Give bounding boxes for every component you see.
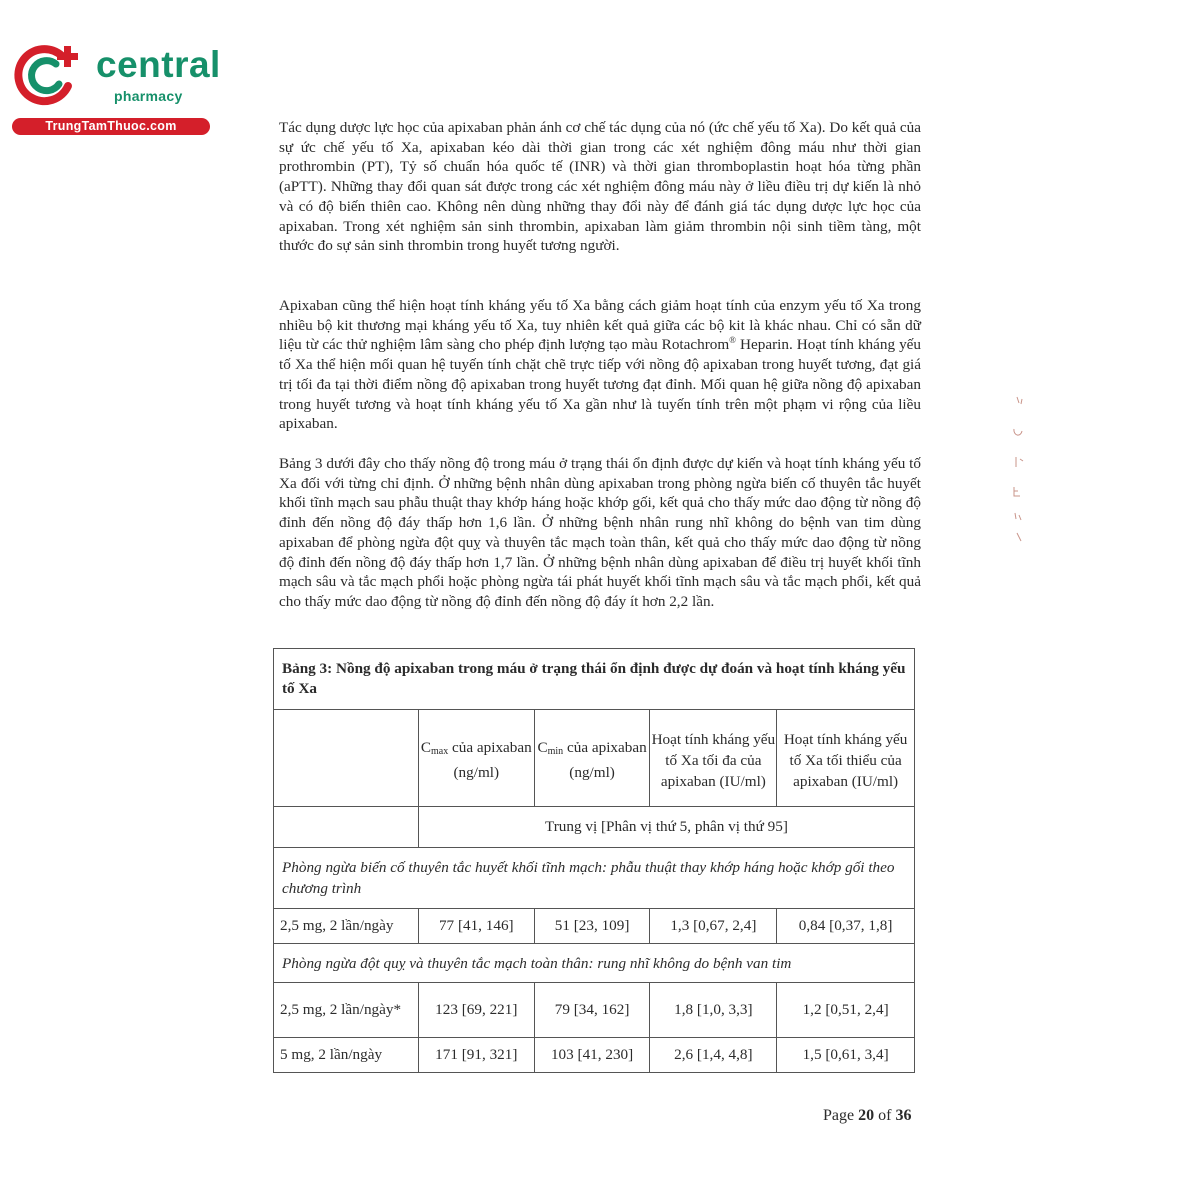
cell-dose: 5 mg, 2 lần/ngày xyxy=(274,1038,419,1073)
section-stroke-prevention: Phòng ngừa đột quỵ và thuyên tắc mạch toàn thân: rung nhĩ không do bệnh van tim xyxy=(274,944,915,983)
table-3 xyxy=(273,648,915,1073)
paragraph-table-intro: Bảng 3 dưới đây cho thấy nồng độ trong máu ở trạng thái ổn định được dự kiến và hoạt tính kháng yếu tố Xa đối với từng chỉ định. Ở những bệnh nhân dùng apixaban trong phòng ngừa biến cố thuyên tắc huyết khối tĩnh mạch sau phẫu thuật thay khớp háng hoặc khớp gối, kết quả cho thấy mức dao động từ nồng độ đỉnh đến nồng độ đáy thấp hơn 1,6 lần. Ở những bệnh nhân rung nhĩ không do bệnh van tim dùng apixaban để phòng ngừa đột quỵ và thuyên tắc mạch toàn thân, kết quả cho thấy mức dao động từ nồng độ đỉnh đến nồng độ đáy thấp hơn 1,7 lần. Ở những bệnh nhân dùng apixaban để điều trị huyết khối tĩnh mạch sâu và tắc mạch phổi hoặc phòng ngừa tái phát huyết khối tĩnh mạch sâu và tắc mạch phổi, kết quả cho thấy mức dao động từ nồng độ đỉnh đến nồng độ đáy ít hơn 2,2 lần. xyxy=(279,455,921,610)
cell-cmax: 77 [41, 146] xyxy=(418,909,534,944)
cell-cmin: 103 [41, 230] xyxy=(534,1038,650,1073)
registered-mark: ® xyxy=(729,335,737,346)
cell-max-activity: 1,8 [1,0, 3,3] xyxy=(650,983,777,1038)
header-cmax-c: C xyxy=(420,739,431,756)
pharmacy-logo-icon xyxy=(12,42,82,108)
page-total: 36 xyxy=(895,1107,912,1124)
stamp-mark-icon xyxy=(1008,395,1032,545)
cell-max-activity: 1,3 [0,67, 2,4] xyxy=(650,909,777,944)
header-max-activity: Hoạt tính kháng yếu tố Xa tối đa của apixaban (IU/ml) xyxy=(650,710,777,807)
cell-min-activity: 1,2 [0,51, 2,4] xyxy=(777,983,915,1038)
header-cmin-sub: min xyxy=(547,746,564,757)
page-of-label: of xyxy=(874,1107,896,1124)
paragraph-pharmacodynamics: Tác dụng dược lực học của apixaban phản ánh cơ chế tác dụng của nó (ức chế yếu tố Xa). Do kết quả của sự ức chế yếu tố Xa, apixaban kéo dài thời gian trong các xét nghiệm đông máu như thời gian prothrombin (PT), Tỷ số chuẩn hóa quốc tế (INR) và thời gian thromboplastin hoạt hóa từng phần (aPTT). Những thay đổi quan sát được trong các xét nghiệm đông máu này ở liều điều trị dự kiến là nhỏ và có độ biến thiên cao. Không nên dùng những thay đổi này để đánh giá tác dụng dược lực học của apixaban. Trong xét nghiệm sản sinh thrombin, apixaban làm giảm thrombin nội sinh tiềm tàng, một thước đo sự sản sinh thrombin trong huyết tương người. xyxy=(279,119,921,255)
header-min-activity: Hoạt tính kháng yếu tố Xa tối thiểu của apixaban (IU/ml) xyxy=(777,710,915,807)
table-row xyxy=(274,909,915,944)
table-row xyxy=(274,1038,915,1073)
page-current: 20 xyxy=(858,1107,875,1124)
page-label: Page xyxy=(823,1107,859,1124)
paragraph-text: Heparin. Hoạt tính kháng yếu tố Xa thể hiện mối quan hệ tuyến tính chặt chẽ trực tiếp với nồng độ apixaban trong huyết tương, đạt giá trị tối đa tại thời điểm nồng độ apixaban trong huyết tương đạt đỉnh. Mối quan hệ giữa nồng độ apixaban trong huyết tương và hoạt tính kháng yếu tố Xa gần như là tuyến tính trên một phạm vi rộng của liều apixaban. xyxy=(279,336,921,433)
header-cmin-rest: của apixaban (ng/ml) xyxy=(563,739,647,781)
cell-cmin: 51 [23, 109] xyxy=(534,909,650,944)
cell-min-activity: 1,5 [0,61, 3,4] xyxy=(777,1038,915,1073)
median-empty xyxy=(274,807,419,848)
header-cmin xyxy=(534,710,650,807)
header-cmax-rest: của apixaban (ng/ml) xyxy=(448,739,532,781)
brand-logo xyxy=(10,36,220,136)
brand-banner: TrungTamThuoc.com xyxy=(12,118,210,135)
brand-name: central xyxy=(96,44,221,85)
paragraph-anti-xa-activity xyxy=(279,296,921,434)
section-vte-prevention: Phòng ngừa biến cố thuyên tắc huyết khối tĩnh mạch: phẫu thuật thay khớp háng hoặc khớp gối theo chương trình xyxy=(274,848,915,909)
header-empty xyxy=(274,710,419,807)
cell-cmax: 123 [69, 221] xyxy=(418,983,534,1038)
cell-cmin: 79 [34, 162] xyxy=(534,983,650,1038)
cell-max-activity: 2,6 [1,4, 4,8] xyxy=(650,1038,777,1073)
header-cmin-c: C xyxy=(537,739,548,756)
paragraph-text: Apixaban cũng thể hiện hoạt tính kháng yếu tố Xa bằng cách giảm hoạt tính của enzym yếu tố Xa trong nhiều bộ kit thương mại kháng yếu tố Xa, tuy nhiên kết quả giữa các bộ kit là khác nhau. Chỉ có sẵn dữ liệu từ các thử nghiệm lâm sàng cho phép định lượng tạo màu Rotachrom xyxy=(279,297,921,354)
cell-dose: 2,5 mg, 2 lần/ngày xyxy=(274,909,419,944)
cell-cmax: 171 [91, 321] xyxy=(418,1038,534,1073)
brand-subtitle: pharmacy xyxy=(114,88,183,104)
table-caption: Bảng 3: Nồng độ apixaban trong máu ở trạng thái ổn định được dự đoán và hoạt tính kháng yếu tố Xa xyxy=(274,649,915,710)
page-number xyxy=(823,1107,911,1125)
header-cmax-sub: max xyxy=(431,746,449,757)
median-row: Trung vị [Phân vị thứ 5, phân vị thứ 95] xyxy=(418,807,914,848)
header-cmax xyxy=(418,710,534,807)
cell-min-activity: 0,84 [0,37, 1,8] xyxy=(777,909,915,944)
table-row xyxy=(274,983,915,1038)
cell-dose: 2,5 mg, 2 lần/ngày* xyxy=(274,983,419,1038)
